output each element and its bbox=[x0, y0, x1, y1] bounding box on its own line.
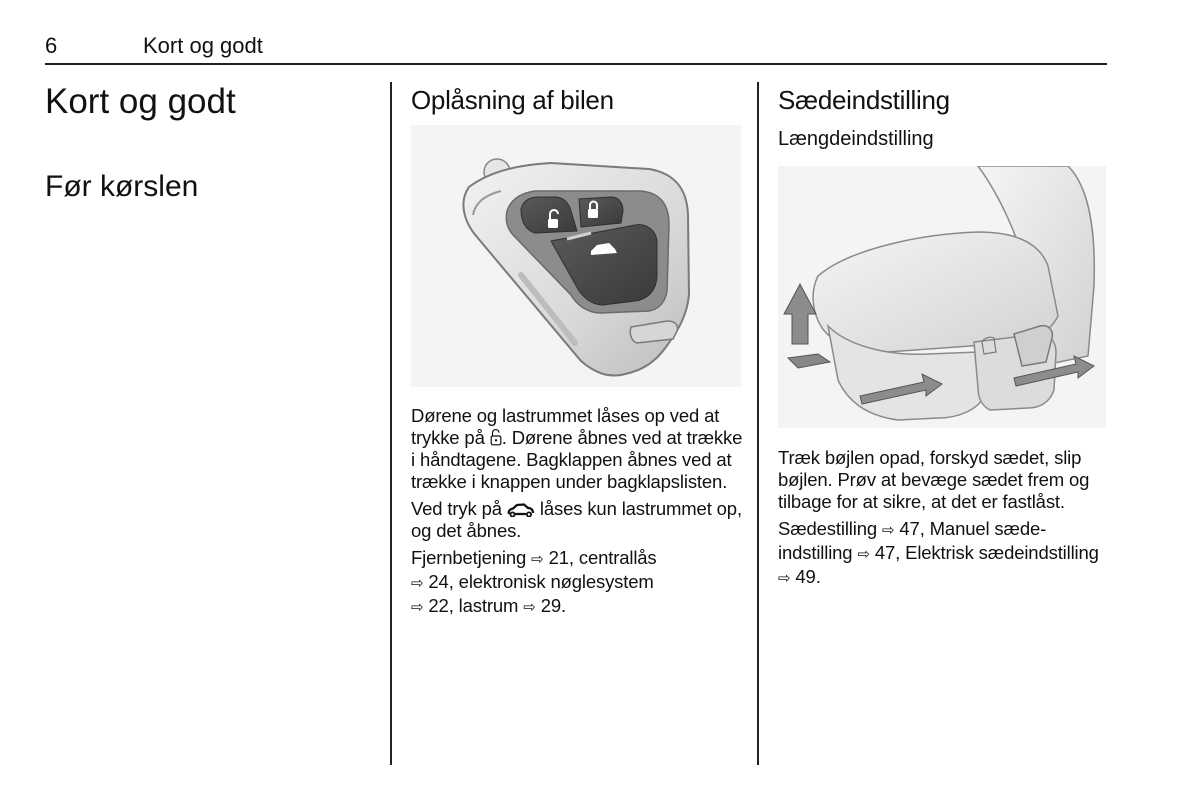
seat-illustration bbox=[778, 166, 1106, 428]
cross-reference-arrow-icon: ⇨ bbox=[778, 570, 791, 587]
section-title: Før kørslen bbox=[45, 170, 199, 203]
unlock-paragraph-1: Dørene og lastrummet låses op ved at trykke på . Dørene åbnes ved at trække i håndtagene. Bagklappen åbnes ved at trække i knappen under bagklapslisten. bbox=[411, 405, 743, 492]
unlock-section bbox=[411, 85, 743, 116]
cross-reference-link[interactable]: 47 bbox=[899, 518, 920, 539]
key-fob-illustration bbox=[411, 125, 741, 387]
cross-reference-link[interactable]: 21 bbox=[548, 547, 569, 568]
unlock-heading: Oplåsning af bilen bbox=[411, 85, 614, 115]
cross-reference-arrow-icon: ⇨ bbox=[411, 599, 424, 616]
seat-paragraph-1: Træk bøjlen opad, forskyd sædet, slip bøjlen. Prøv at bevæge sædet frem og tilbage for at sikre, at det er fastlåst. bbox=[778, 447, 1090, 512]
cross-reference-link[interactable]: 29 bbox=[540, 595, 561, 616]
cross-reference-arrow-icon: ⇨ bbox=[523, 599, 536, 616]
header-rule bbox=[45, 63, 1107, 65]
unlock-references: Fjernbetjening ⇨ 21, centrallås ⇨ 24, elektronisk nøglesystem ⇨ 22, lastrum ⇨ 29. bbox=[411, 547, 657, 616]
cross-reference-link[interactable]: 24 bbox=[428, 571, 449, 592]
page-number: 6 bbox=[45, 33, 58, 58]
seat-adjust-figure bbox=[778, 166, 1106, 428]
unlock-paragraph-2: Ved tryk på låses kun lastrummet op, og det åbnes. bbox=[411, 498, 742, 541]
seat-section bbox=[778, 85, 1108, 151]
cross-reference-arrow-icon: ⇨ bbox=[881, 522, 895, 539]
seat-references: Sædestilling ⇨ 47, Manuel sædeindstilling ⇨ 47, Elektrisk sædeindstilling ⇨ 49. bbox=[778, 518, 1099, 587]
column-divider-2 bbox=[757, 82, 759, 765]
unlock-text bbox=[411, 405, 743, 619]
key-fob-figure bbox=[411, 125, 741, 387]
cross-reference-arrow-icon: ⇨ bbox=[531, 551, 544, 568]
seat-text bbox=[778, 447, 1108, 590]
unlock-icon bbox=[490, 428, 502, 446]
column-divider-1 bbox=[390, 82, 392, 765]
running-header-title: Kort og godt bbox=[143, 33, 263, 58]
cross-reference-link[interactable]: 49 bbox=[795, 566, 816, 587]
seat-subheading: Længdeindstilling bbox=[778, 128, 934, 150]
trunk-icon bbox=[507, 503, 535, 517]
cross-reference-arrow-icon: ⇨ bbox=[857, 546, 870, 563]
chapter-title: Kort og godt bbox=[45, 82, 236, 121]
cross-reference-arrow-icon: ⇨ bbox=[411, 575, 424, 592]
cross-reference-link[interactable]: 22 bbox=[428, 595, 449, 616]
seat-heading: Sædeindstilling bbox=[778, 85, 950, 115]
cross-reference-link[interactable]: 47 bbox=[874, 542, 896, 563]
